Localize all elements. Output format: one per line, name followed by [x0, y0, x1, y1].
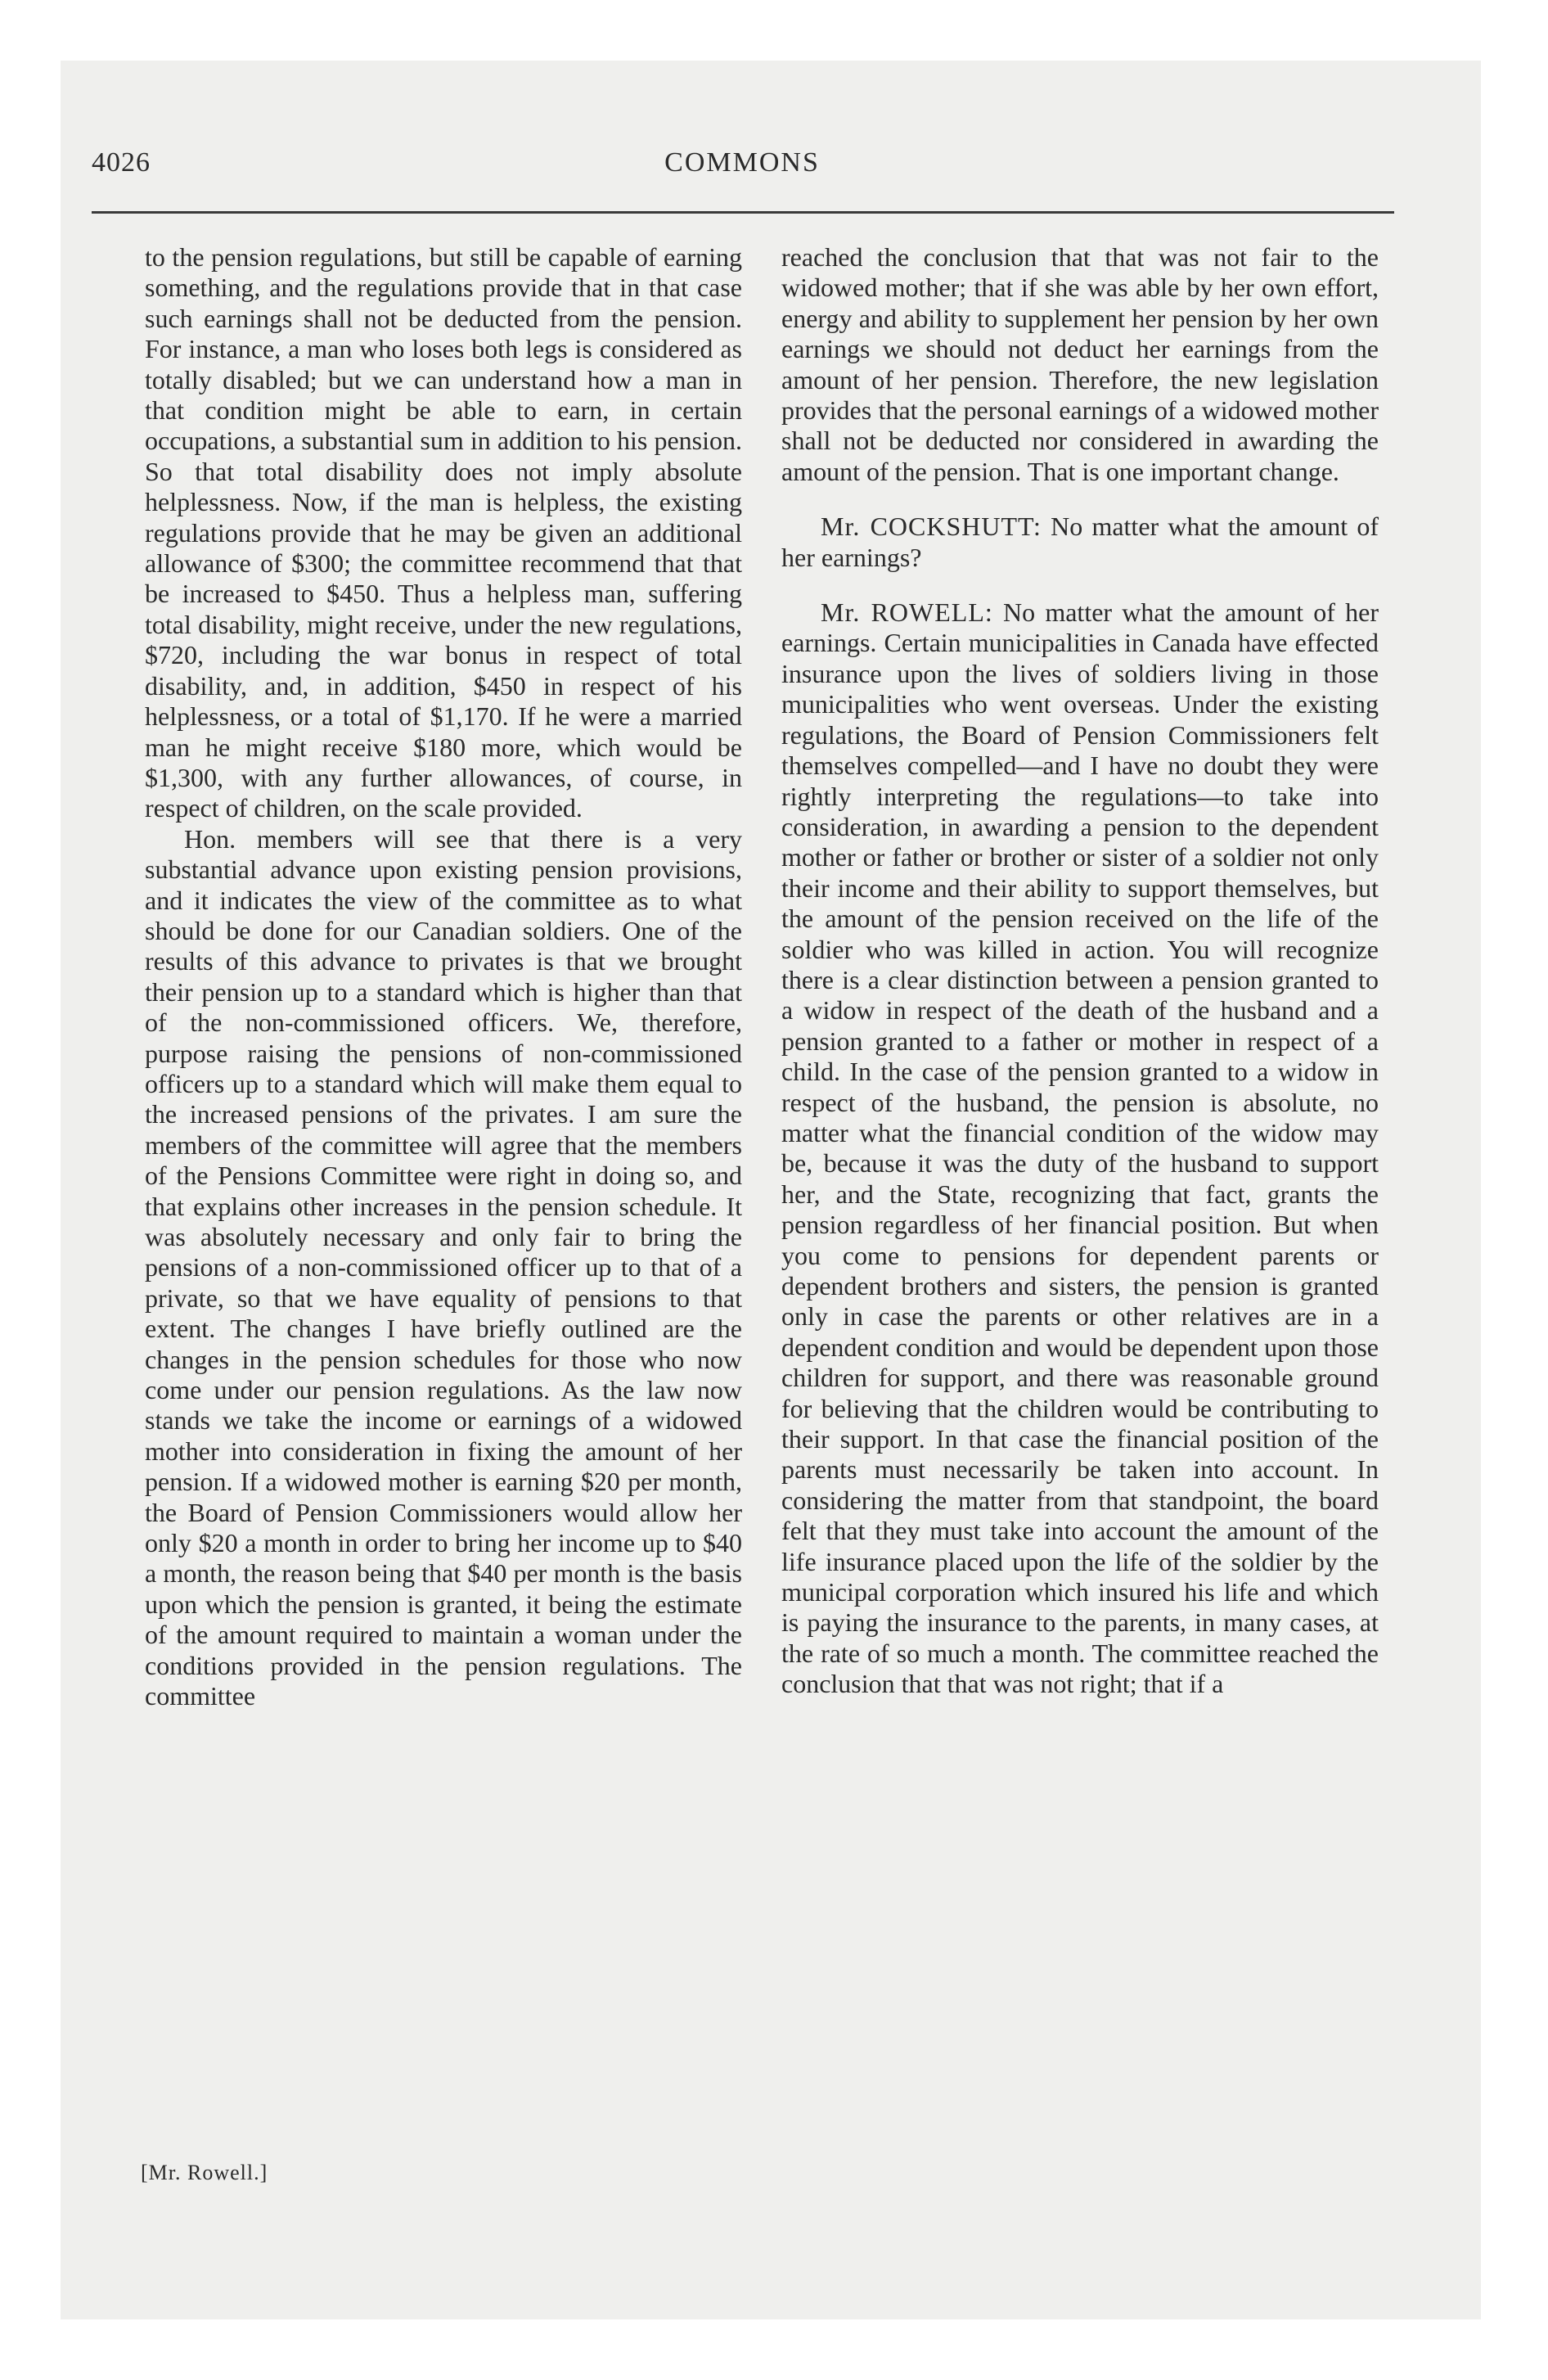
running-head: COMMONS: [664, 147, 820, 178]
left-column: [145, 242, 742, 1712]
page-number: 4026: [92, 147, 151, 178]
cockshutt-text: No matter what the amount of her earnings?: [781, 512, 1379, 572]
speaker-rowell: Mr. ROWELL:: [821, 597, 993, 628]
right-paragraph-3: [781, 597, 1379, 1700]
footer-speaker-tag: [Mr. Rowell.]: [141, 2161, 268, 2184]
header-rule: [92, 211, 1394, 214]
speaker-cockshutt: Mr. COCKSHUTT:: [821, 512, 1042, 542]
right-paragraph-2: [781, 512, 1379, 573]
right-paragraph-1: reached the conclusion that that was not fair to the widowed mother; that if she was able by her own effort, energy and ability to supplement her pension by her own earnings we should not deduct her earnings from the amount of her pension. Therefore, the new legislation provides that the personal earnings of a widowed mother shall not be deducted nor considered in awarding the amount of the pension. That is one important change.: [781, 242, 1379, 486]
rowell-text: No matter what the amount of her earnings. Certain municipalities in Canada have effected insurance upon the lives of soldiers living in those municipalities who went overseas. Under the existing regulations, the Board of Pension Commissioners felt themselves compelled—and I have no doubt they were rightly interpreting the regulations—to take into consideration, in awarding a pension to the dependent mother or father or brother or sister of a soldier not only their income and their ability to support themselves, but the amount of the pension received on the life of the soldier who was killed in action. You will recognize there is a clear distinction between a pension granted to a widow in respect of the death of the husband and a pension granted to a father or mother in respect of a child. In the case of the pension granted to a widow in respect of the husband, the pension is absolute, no matter what the financial condition of the widow may be, because it was the duty of the husband to support her, and the State, recognizing that fact, grants the pension regardless of her financial position. But when you come to pensions for dependent parents or dependent brothers and sisters, the pension is granted only in case the parents or other relatives are in a dependent condition and would be dependent upon those children for support, and there was reasonable ground for believing that the children would be contributing to their support. In that case the financial position of the parents must necessarily be taken into account. In considering the matter from that standpoint, the board felt that they must take into account the amount of the life insurance placed upon the life of the soldier by the municipal corporation which insured his life and which is paying the insurance to the parents, in many cases, at the rate of so much a month. The committee reached the conclusion that that was not right; that if a: [781, 597, 1379, 1699]
left-paragraph-2: Hon. members will see that there is a very substantial advance upon existing pension provisions, and it indicates the view of the committee as to what should be done for our Canadian soldiers. One of the results of this advance to privates is that we brought their pension up to a standard which is higher than that of the non-commissioned officers. We, therefore, purpose raising the pensions of non-commissioned officers up to a standard which will make them equal to the increased pensions of the privates. I am sure the members of the committee will agree that the members of the Pensions Committee were right in doing so, and that explains other increases in the pension schedule. It was absolutely necessary and only fair to bring the pensions of a non-commissioned officer up to that of a private, so that we have equality of pensions to that extent. The changes I have briefly outlined are the changes in the pension schedules for those who now come under our pension regulations. As the law now stands we take the income or earnings of a widowed mother into consideration in fixing the amount of her pension. If a widowed mother is earning $20 per month, the Board of Pension Commissioners would allow her only $20 a month in order to bring her income up to $40 a month, the reason being that $40 per month is the basis upon which the pension is granted, it being the estimate of the amount required to maintain a woman under the conditions provided in the pension regulations. The committee: [145, 823, 742, 1711]
right-column: [781, 242, 1379, 1700]
left-paragraph-1: to the pension regulations, but still be capable of earning something, and the regulations provide that in that case such earnings shall not be deducted from the pension. For instance, a man who loses both legs is considered as totally disabled; but we can understand how a man in that condition might be able to earn, in certain occupations, a substantial sum in addition to his pension. So that total disability does not imply absolute helplessness. Now, if the man is helpless, the existing regulations provide that he may be given an additional allowance of $300; the committee recommend that that be increased to $450. Thus a helpless man, suffering total disability, might receive, under the new regulations, $720, including the war bonus in respect of total disability, and, in addition, $450 in respect of his helplessness, or a total of $1,170. If he were a married man he might receive $180 more, which would be $1,300, with any further allowances, of course, in respect of children, on the scale provided.: [145, 242, 742, 823]
page-header: [92, 147, 1393, 185]
